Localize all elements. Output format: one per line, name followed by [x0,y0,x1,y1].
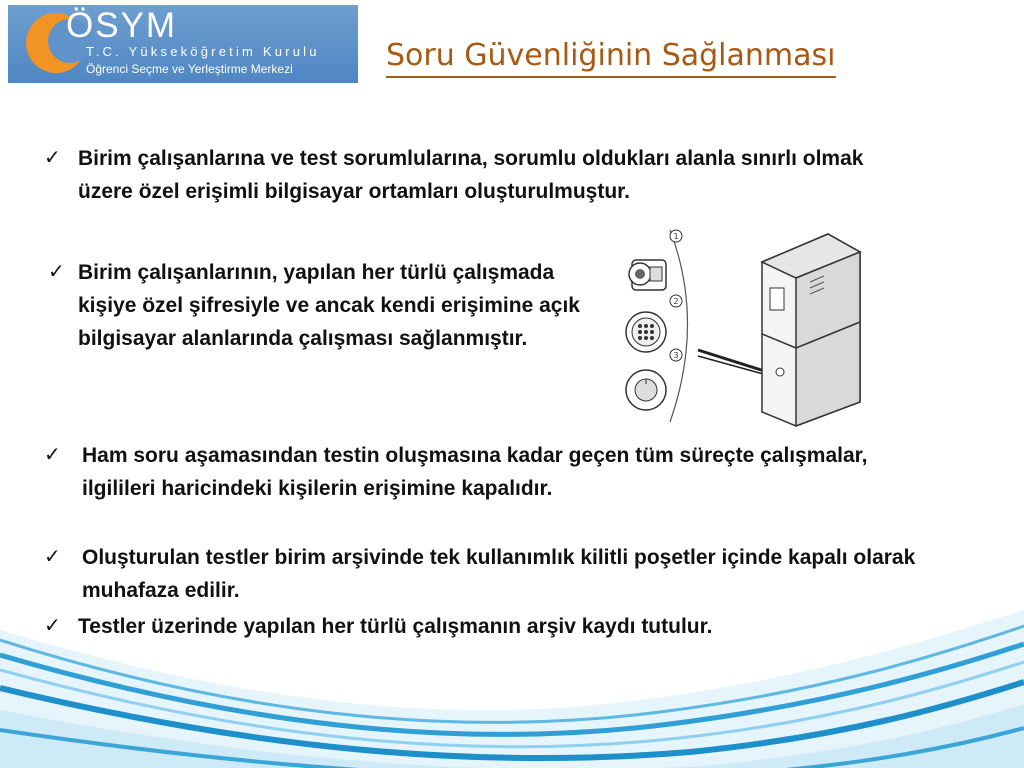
checkmark-icon: ✓ [44,147,61,169]
bullet-item [44,439,944,505]
checkmark-icon: ✓ [48,261,65,283]
bullet-text: Birim çalışanlarının, yapılan her türlü çalışmada kişiye özel şifresiyle ve ancak kendi erişimine açık bilgisayar alanlarında çalışması sağlanmıştır. [78,261,580,350]
bullet-item [48,256,588,355]
callout-3: 3 [673,351,679,360]
checkmark-icon: ✓ [44,615,61,637]
page-title: Soru Güvenliğinin Sağlanması [386,36,836,78]
bullet-text: Oluşturulan testler birim arşivinde tek kullanımlık kilitli poşetler içinde kapalı olarak muhafaza edilir. [82,546,916,602]
bullet-text: Birim çalışanlarına ve test sorumlularına, sorumlu oldukları alanla sınırlı olmak üzere özel erişimli bilgisayar ortamları oluşturulmuştur. [78,147,864,203]
bullet-text: Testler üzerinde yapılan her türlü çalışmanın arşiv kaydı tutulur. [78,615,713,638]
dial-lock-icon [626,370,666,410]
digital-keypad-icon [626,312,666,352]
osym-logo [8,5,358,83]
guide-curve [670,230,688,422]
checkmark-icon: ✓ [44,546,61,568]
bullet-item [44,142,914,208]
secure-cabinet-illustration [610,222,872,428]
callout-1: 1 [673,232,679,241]
logo-name: ÖSYM [66,6,178,45]
bullet-text: Ham soru aşamasından testin oluşmasına kadar geçen tüm süreçte çalışmalar, ilgilileri haricindeki kişilerin erişimine kapalıdır. [82,444,868,500]
callout-2: 2 [673,297,679,306]
keypad-lock-icon [629,260,666,290]
logo-subtitle-2: Öğrenci Seçme ve Yerleştirme Merkezi [86,62,293,76]
cabinet-icon [762,234,860,426]
checkmark-icon: ✓ [44,444,61,466]
logo-subtitle-1: T.C. Yükseköğretim Kurulu [86,44,320,59]
bullet-item [44,541,964,607]
bullet-item [44,610,1004,643]
